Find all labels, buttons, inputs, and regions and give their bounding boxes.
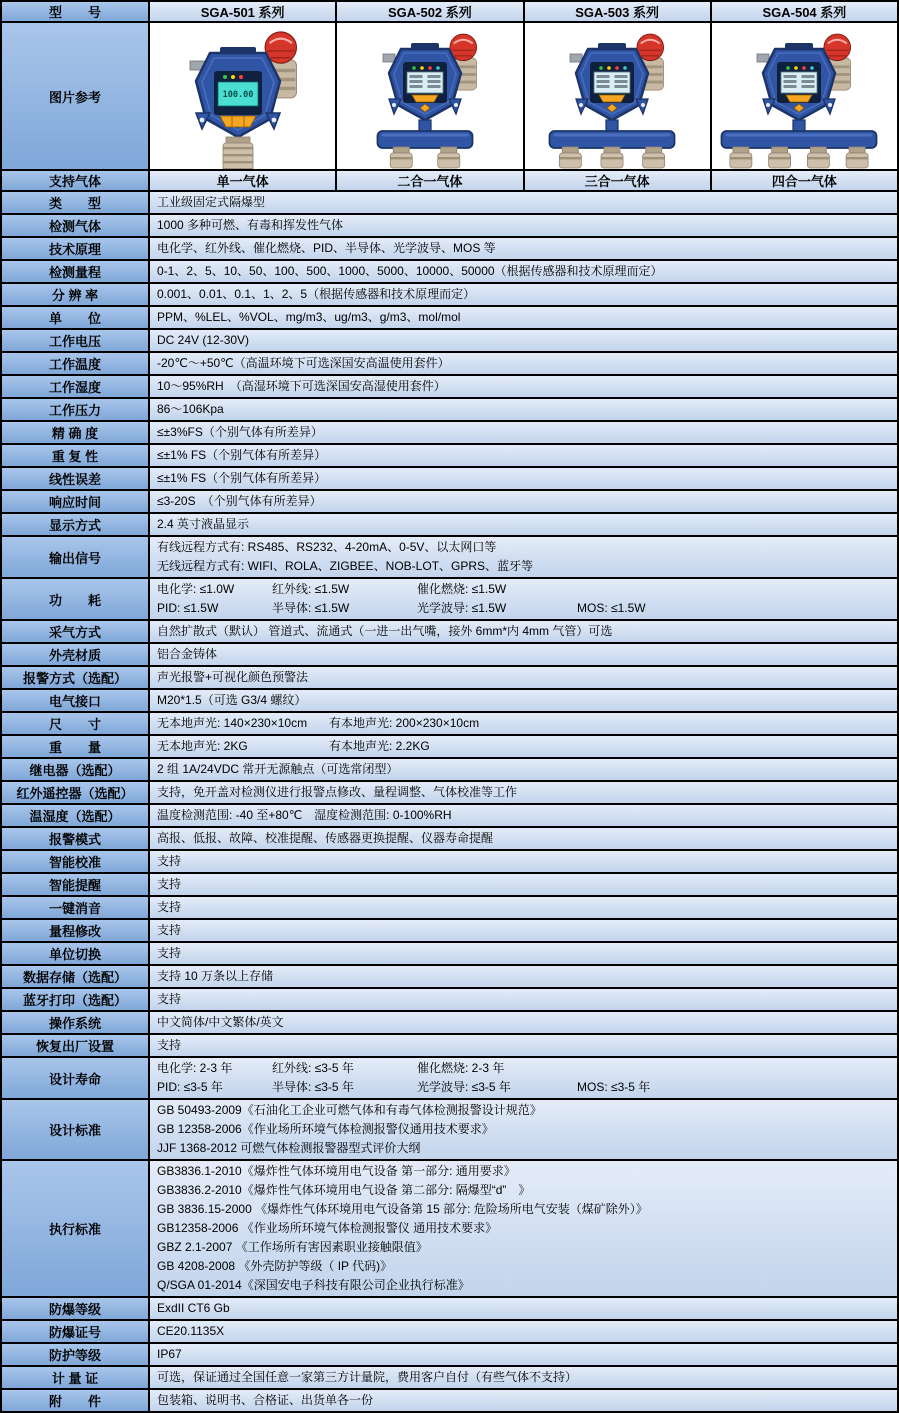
- value-line: [157, 354, 450, 373]
- row-value: [150, 353, 897, 374]
- table-row: [2, 828, 897, 851]
- table-row: [2, 422, 897, 445]
- row-value: [150, 376, 897, 397]
- value-segment: CE20.1135X: [157, 1324, 225, 1338]
- value-line: [157, 1139, 420, 1158]
- table-row: [2, 874, 897, 897]
- model-name-sga-504: SGA-504 系列: [712, 2, 897, 21]
- model-name-sga-501: SGA-501 系列: [150, 2, 335, 21]
- table-row: [2, 330, 897, 353]
- value-segment: 10～95%RH （高湿环境下可选深国安高湿使用套件）: [157, 379, 446, 393]
- detector-image-sga-502: [337, 23, 522, 169]
- support-gas-sga-501: 单一气体: [150, 171, 335, 190]
- value-line: [157, 622, 612, 641]
- table-row: [2, 215, 897, 238]
- spec-rows: [2, 192, 897, 1411]
- value-line: [157, 331, 249, 350]
- value-line: [157, 1299, 230, 1318]
- value-line: [157, 921, 181, 940]
- value-segment: 高报、低报、故障、校准提醒、传感器更换提醒、仪器寿命提醒: [157, 831, 494, 845]
- row-value: [150, 284, 897, 305]
- row-value: [150, 238, 897, 259]
- row-value: [150, 491, 897, 512]
- row-label: 防护等级: [2, 1344, 148, 1365]
- row-value: [150, 514, 897, 535]
- sensor-probe: [808, 147, 830, 168]
- row-label: 防爆证号: [2, 1321, 148, 1342]
- value-segment: MOS: ≤1.5W: [577, 601, 646, 615]
- value-line: [157, 599, 646, 618]
- row-value: [150, 537, 897, 577]
- row-value: [150, 621, 897, 642]
- value-segment: GB12358-2006 《作业场所环境气体检测报警仪 通用技术要求》: [157, 1221, 498, 1235]
- value-segment: 0-1、2、5、10、50、100、500、1000、5000、10000、50000（根据传感器和技术原理而定）: [157, 264, 663, 278]
- row-label: 设计标准: [2, 1100, 148, 1159]
- row-label: 重 量: [2, 736, 148, 757]
- value-segment: 2.4 英寸液晶显示: [157, 517, 250, 531]
- row-label: 计 量 证: [2, 1367, 148, 1388]
- table-row: [2, 353, 897, 376]
- table-row: [2, 399, 897, 422]
- row-value: [150, 1058, 897, 1098]
- row-label: 单 位: [2, 307, 148, 328]
- row-value: [150, 579, 897, 619]
- row-value: [150, 1367, 897, 1388]
- row-value: [150, 920, 897, 941]
- value-segment: 光学波导: ≤3-5 年: [417, 1080, 511, 1094]
- row-value: [150, 1035, 897, 1056]
- value-line: [157, 580, 577, 599]
- value-segment: PID: ≤3-5 年: [157, 1080, 223, 1094]
- value-segment: 可选，保证通过全国任意一家第三方计量院，费用客户自付（有些气体不支持）: [157, 1370, 578, 1384]
- value-line: [157, 760, 398, 779]
- value-segment: 工业级固定式隔爆型: [157, 195, 266, 209]
- row-label: 附 件: [2, 1390, 148, 1411]
- sensor-probe: [390, 147, 412, 168]
- value-line: [157, 852, 181, 871]
- value-line: [157, 492, 322, 511]
- image-cell-sga-501: [150, 23, 335, 169]
- table-row: [2, 1321, 897, 1344]
- row-value: [150, 644, 897, 665]
- row-label: 功 耗: [2, 579, 148, 619]
- row-label: 一键消音: [2, 897, 148, 918]
- value-line: [157, 1120, 494, 1139]
- row-value: [150, 1161, 897, 1296]
- row-value: [150, 1012, 897, 1033]
- value-line: [157, 898, 181, 917]
- row-label: 红外遥控器（选配）: [2, 782, 148, 803]
- model-name-sga-502: SGA-502 系列: [337, 2, 522, 21]
- value-line: [157, 377, 446, 396]
- table-row: [2, 1035, 897, 1058]
- value-segment: 支持 10 万条以上存储: [157, 969, 274, 983]
- row-label-support: 支持气体: [2, 171, 148, 190]
- row-label: 智能校准: [2, 851, 148, 872]
- row-value: [150, 943, 897, 964]
- table-row: [2, 667, 897, 690]
- value-line: [157, 1257, 392, 1276]
- value-segment: 红外线: ≤1.5W: [272, 582, 350, 596]
- detector-illustration: [337, 23, 522, 169]
- support-gas-sga-503: 三合一气体: [525, 171, 710, 190]
- value-segment: 温度检测范围: -40 至+80℃ 湿度检测范围: 0-100%RH: [157, 808, 452, 822]
- table-row: [2, 897, 897, 920]
- value-segment: JJF 1368-2012 可燃气体检测报警器型式评价大纲: [157, 1141, 421, 1155]
- row-value: [150, 736, 897, 757]
- value-segment: 自然扩散式（默认） 管道式、流通式（一进一出气嘴，接外 6mm*内 4mm 气管）可选: [157, 624, 613, 638]
- value-line: [157, 557, 533, 576]
- value-line: [157, 967, 273, 986]
- value-line: [157, 1276, 470, 1295]
- table-row: [2, 966, 897, 989]
- row-label: 智能提醒: [2, 874, 148, 895]
- value-segment: 催化燃烧: ≤1.5W: [417, 582, 507, 596]
- value-line: [157, 446, 326, 465]
- sensor-probe: [847, 147, 869, 168]
- sensor-probe: [438, 147, 460, 168]
- value-line: [157, 1345, 182, 1364]
- table-row: [2, 713, 897, 736]
- value-segment: GB 3836.15-2000 《爆炸性气体环境用电气设备第 15 部分: 危险场所电气安装（煤矿除外）》: [157, 1202, 648, 1216]
- table-row: [2, 537, 897, 579]
- value-segment: ≤±1% FS（个别气体有所差异）: [157, 448, 327, 462]
- table-row: [2, 805, 897, 828]
- value-segment: GB 4208-2008 《外壳防护等级（ IP 代码)》: [157, 1259, 393, 1273]
- value-segment: 包装箱、说明书、合格证、出货单各一份: [157, 1393, 374, 1407]
- value-segment: ≤±1% FS（个别气体有所差异）: [157, 471, 327, 485]
- table-row: [2, 736, 897, 759]
- row-label: 报警模式: [2, 828, 148, 849]
- row-label: 外壳材质: [2, 644, 148, 665]
- value-segment: 无线远程方式有: WIFI、ROLA、ZIGBEE、NOB-LOT、GPRS、蓝牙等: [157, 559, 534, 573]
- table-row: [2, 1367, 897, 1390]
- table-row: [2, 1344, 897, 1367]
- table-row: [2, 644, 897, 667]
- row-label: 蓝牙打印（选配）: [2, 989, 148, 1010]
- model-name-sga-503: SGA-503 系列: [525, 2, 710, 21]
- support-gas-sga-504: 四合一气体: [712, 171, 897, 190]
- value-line: [157, 1013, 284, 1032]
- value-line: [157, 944, 181, 963]
- row-value: [150, 828, 897, 849]
- value-segment: -20℃～+50℃（高温环境下可选深国安高温使用套件）: [157, 356, 450, 370]
- row-label: 量程修改: [2, 920, 148, 941]
- value-segment: 中文简体/中文繁体/英文: [157, 1015, 284, 1029]
- row-label: 工作温度: [2, 353, 148, 374]
- table-row: [2, 445, 897, 468]
- row-label: 设计寿命: [2, 1058, 148, 1098]
- value-segment: PPM、%LEL、%VOL、mg/m3、ug/m3、g/m3、mol/mol: [157, 310, 461, 324]
- value-segment: 支持: [157, 923, 182, 937]
- value-segment: 支持: [157, 992, 182, 1006]
- value-line: [157, 829, 493, 848]
- value-segment: 有线远程方式有: RS485、RS232、4-20mA、0-5V、以太网口等: [157, 540, 497, 554]
- image-cell-sga-504: [712, 23, 897, 169]
- sensor-probe: [559, 147, 581, 168]
- sensor-probe: [643, 147, 665, 168]
- row-value: [150, 1298, 897, 1319]
- value-line: [157, 1059, 577, 1078]
- detector-image-sga-504: [712, 23, 897, 169]
- table-row: [2, 1100, 897, 1161]
- table-row: [2, 989, 897, 1012]
- value-segment: 86～106Kpa: [157, 402, 224, 416]
- value-segment: 电化学: ≤1.0W: [157, 582, 235, 596]
- row-label: 操作系统: [2, 1012, 148, 1033]
- value-line: [157, 783, 517, 802]
- row-label: 线性误差: [2, 468, 148, 489]
- detector-illustration: [712, 23, 897, 169]
- value-segment: 半导体: ≤3-5 年: [272, 1080, 354, 1094]
- value-line: [157, 1219, 497, 1238]
- row-value: [150, 713, 897, 734]
- row-label: 执行标准: [2, 1161, 148, 1296]
- detector-image-sga-501: [150, 23, 335, 169]
- value-line: [157, 691, 306, 710]
- value-segment: PID: ≤1.5W: [157, 601, 219, 615]
- row-label: 采气方式: [2, 621, 148, 642]
- product-image-row: [2, 23, 897, 171]
- value-segment: 光学波导: ≤1.5W: [417, 601, 507, 615]
- row-label: 工作湿度: [2, 376, 148, 397]
- value-line: [157, 875, 181, 894]
- value-segment: 声光报警+可视化颜色预警法: [157, 670, 309, 684]
- row-label: 精 确 度: [2, 422, 148, 443]
- value-segment: 铝合金铸体: [157, 647, 218, 661]
- row-value: [150, 307, 897, 328]
- row-value: [150, 782, 897, 803]
- table-row: [2, 1298, 897, 1321]
- table-row: [2, 491, 897, 514]
- value-line: [157, 193, 265, 212]
- table-row: [2, 1390, 897, 1411]
- row-label: 电气接口: [2, 690, 148, 711]
- value-segment: GB3836.1-2010《爆炸性气体环境用电气设备 第一部分: 通用要求》: [157, 1164, 516, 1178]
- detector-illustration: [525, 23, 710, 169]
- row-label: 防爆等级: [2, 1298, 148, 1319]
- value-line: [157, 1368, 577, 1387]
- value-line: [157, 737, 430, 756]
- row-value: [150, 759, 897, 780]
- row-label: 检测气体: [2, 215, 148, 236]
- row-value: [150, 874, 897, 895]
- svg-text:100.00: 100.00: [222, 90, 253, 100]
- value-segment: GB3836.2-2010《爆炸性气体环境用电气设备 第二部分: 隔爆型“d” 》: [157, 1183, 531, 1197]
- supported-gas-row: [2, 171, 897, 192]
- value-segment: 无本地声光: 140×230×10cm: [157, 716, 308, 730]
- sensor-probe: [601, 147, 623, 168]
- row-value: [150, 468, 897, 489]
- value-segment: GB 50493-2009《石油化工企业可燃气体和有毒气体检测报警设计规范》: [157, 1103, 542, 1117]
- value-segment: 有本地声光: 200×230×10cm: [329, 716, 480, 730]
- table-row: [2, 514, 897, 537]
- value-segment: Q/SGA 01-2014《深国安电子科技有限公司企业执行标准》: [157, 1278, 470, 1292]
- table-row: [2, 943, 897, 966]
- row-value: [150, 667, 897, 688]
- row-value: [150, 192, 897, 213]
- row-label-model: 型 号: [2, 2, 148, 21]
- table-row: [2, 376, 897, 399]
- value-line: [157, 1322, 224, 1341]
- detector-illustration: [150, 23, 335, 169]
- table-row: [2, 1058, 897, 1100]
- row-value: [150, 851, 897, 872]
- row-value: [150, 445, 897, 466]
- value-segment: 支持: [157, 946, 182, 960]
- value-line: [157, 285, 475, 304]
- value-line: [157, 1391, 373, 1410]
- value-line: [157, 538, 496, 557]
- row-value: [150, 897, 897, 918]
- value-segment: 支持: [157, 877, 182, 891]
- value-segment: ≤±3%FS（个别气体有所差异）: [157, 425, 323, 439]
- value-segment: M20*1.5（可选 G3/4 螺纹）: [157, 693, 307, 707]
- value-segment: ≤3-20S （个别气体有所差异）: [157, 494, 322, 508]
- value-segment: IP67: [157, 1347, 182, 1361]
- row-label: 重 复 性: [2, 445, 148, 466]
- value-line: [157, 1181, 530, 1200]
- support-gas-sga-502: 二合一气体: [337, 171, 522, 190]
- value-segment: GBZ 2.1-2007 《工作场所有害因素职业接触限值》: [157, 1240, 428, 1254]
- row-value: [150, 805, 897, 826]
- image-cell-sga-502: [337, 23, 522, 169]
- value-segment: 无本地声光: 2KG: [157, 739, 248, 753]
- row-value: [150, 966, 897, 987]
- value-line: [157, 668, 308, 687]
- row-label: 技术原理: [2, 238, 148, 259]
- row-label: 检测量程: [2, 261, 148, 282]
- value-segment: 有本地声光: 2.2KG: [329, 739, 430, 753]
- row-label: 恢复出厂设置: [2, 1035, 148, 1056]
- value-line: [157, 262, 663, 281]
- row-label: 类 型: [2, 192, 148, 213]
- value-segment: 支持，免开盖对检测仪进行报警点修改、量程调整、气体校准等工作: [157, 785, 518, 799]
- value-line: [157, 1101, 542, 1120]
- value-segment: 电化学、红外线、催化燃烧、PID、半导体、光学波导、MOS 等: [157, 241, 496, 255]
- row-value: [150, 1344, 897, 1365]
- model-header-row: [2, 2, 897, 23]
- table-row: [2, 284, 897, 307]
- value-segment: GB 12358-2006《作业场所环境气体检测报警仪通用技术要求》: [157, 1122, 494, 1136]
- value-line: [157, 990, 181, 1009]
- row-value: [150, 399, 897, 420]
- table-row: [2, 468, 897, 491]
- table-row: [2, 261, 897, 284]
- row-value: [150, 215, 897, 236]
- row-label-images: 图片参考: [2, 23, 148, 169]
- row-label: 报警方式（选配）: [2, 667, 148, 688]
- detector-image-sga-503: [525, 23, 710, 169]
- row-value: [150, 1390, 897, 1411]
- row-value: [150, 422, 897, 443]
- table-row: [2, 782, 897, 805]
- value-segment: 催化燃烧: 2-3 年: [417, 1061, 505, 1075]
- row-label: 显示方式: [2, 514, 148, 535]
- value-segment: 0.001、0.01、0.1、1、2、5（根据传感器和技术原理而定）: [157, 287, 476, 301]
- table-row: [2, 1012, 897, 1035]
- value-segment: 支持: [157, 854, 182, 868]
- value-segment: MOS: ≤3-5 年: [577, 1080, 651, 1094]
- row-label: 工作压力: [2, 399, 148, 420]
- table-row: [2, 579, 897, 621]
- table-row: [2, 690, 897, 713]
- value-line: [157, 806, 452, 825]
- row-label: 继电器（选配）: [2, 759, 148, 780]
- value-line: [157, 239, 496, 258]
- table-row: [2, 1161, 897, 1298]
- value-line: [157, 423, 323, 442]
- sensor-probe: [769, 147, 791, 168]
- value-segment: 1000 多种可燃、有毒和挥发性气体: [157, 218, 344, 232]
- value-line: [157, 645, 217, 664]
- value-segment: 支持: [157, 900, 182, 914]
- value-segment: 2 组 1A/24VDC 常开无源触点（可选常闭型）: [157, 762, 399, 776]
- value-line: [157, 216, 343, 235]
- row-value: [150, 690, 897, 711]
- sensor-probe: [730, 147, 752, 168]
- row-label: 输出信号: [2, 537, 148, 577]
- table-row: [2, 920, 897, 943]
- value-line: [157, 714, 479, 733]
- value-segment: 红外线: ≤3-5 年: [272, 1061, 354, 1075]
- value-line: [157, 1036, 181, 1055]
- row-value: [150, 1100, 897, 1159]
- value-line: [157, 308, 460, 327]
- value-line: [157, 469, 326, 488]
- value-line: [157, 1200, 648, 1219]
- value-segment: ExdII CT6 Gb: [157, 1301, 230, 1315]
- table-row: [2, 851, 897, 874]
- value-segment: DC 24V (12-30V): [157, 333, 250, 347]
- value-segment: 支持: [157, 1038, 182, 1052]
- row-value: [150, 330, 897, 351]
- value-segment: 电化学: 2-3 年: [157, 1061, 233, 1075]
- table-row: [2, 621, 897, 644]
- table-row: [2, 192, 897, 215]
- row-label: 单位切换: [2, 943, 148, 964]
- row-label: 分 辨 率: [2, 284, 148, 305]
- row-value: [150, 261, 897, 282]
- row-label: 温湿度（选配）: [2, 805, 148, 826]
- table-row: [2, 759, 897, 782]
- value-line: [157, 515, 249, 534]
- image-cell-sga-503: [525, 23, 710, 169]
- row-label: 响应时间: [2, 491, 148, 512]
- row-value: [150, 1321, 897, 1342]
- table-row: [2, 307, 897, 330]
- row-value: [150, 989, 897, 1010]
- value-line: [157, 400, 224, 419]
- value-segment: 半导体: ≤1.5W: [272, 601, 350, 615]
- row-label: 尺 寸: [2, 713, 148, 734]
- value-line: [157, 1162, 516, 1181]
- row-label: 工作电压: [2, 330, 148, 351]
- row-label: 数据存储（选配）: [2, 966, 148, 987]
- value-line: [157, 1078, 650, 1097]
- sensor-probe: [223, 137, 253, 169]
- value-line: [157, 1238, 428, 1257]
- table-row: [2, 238, 897, 261]
